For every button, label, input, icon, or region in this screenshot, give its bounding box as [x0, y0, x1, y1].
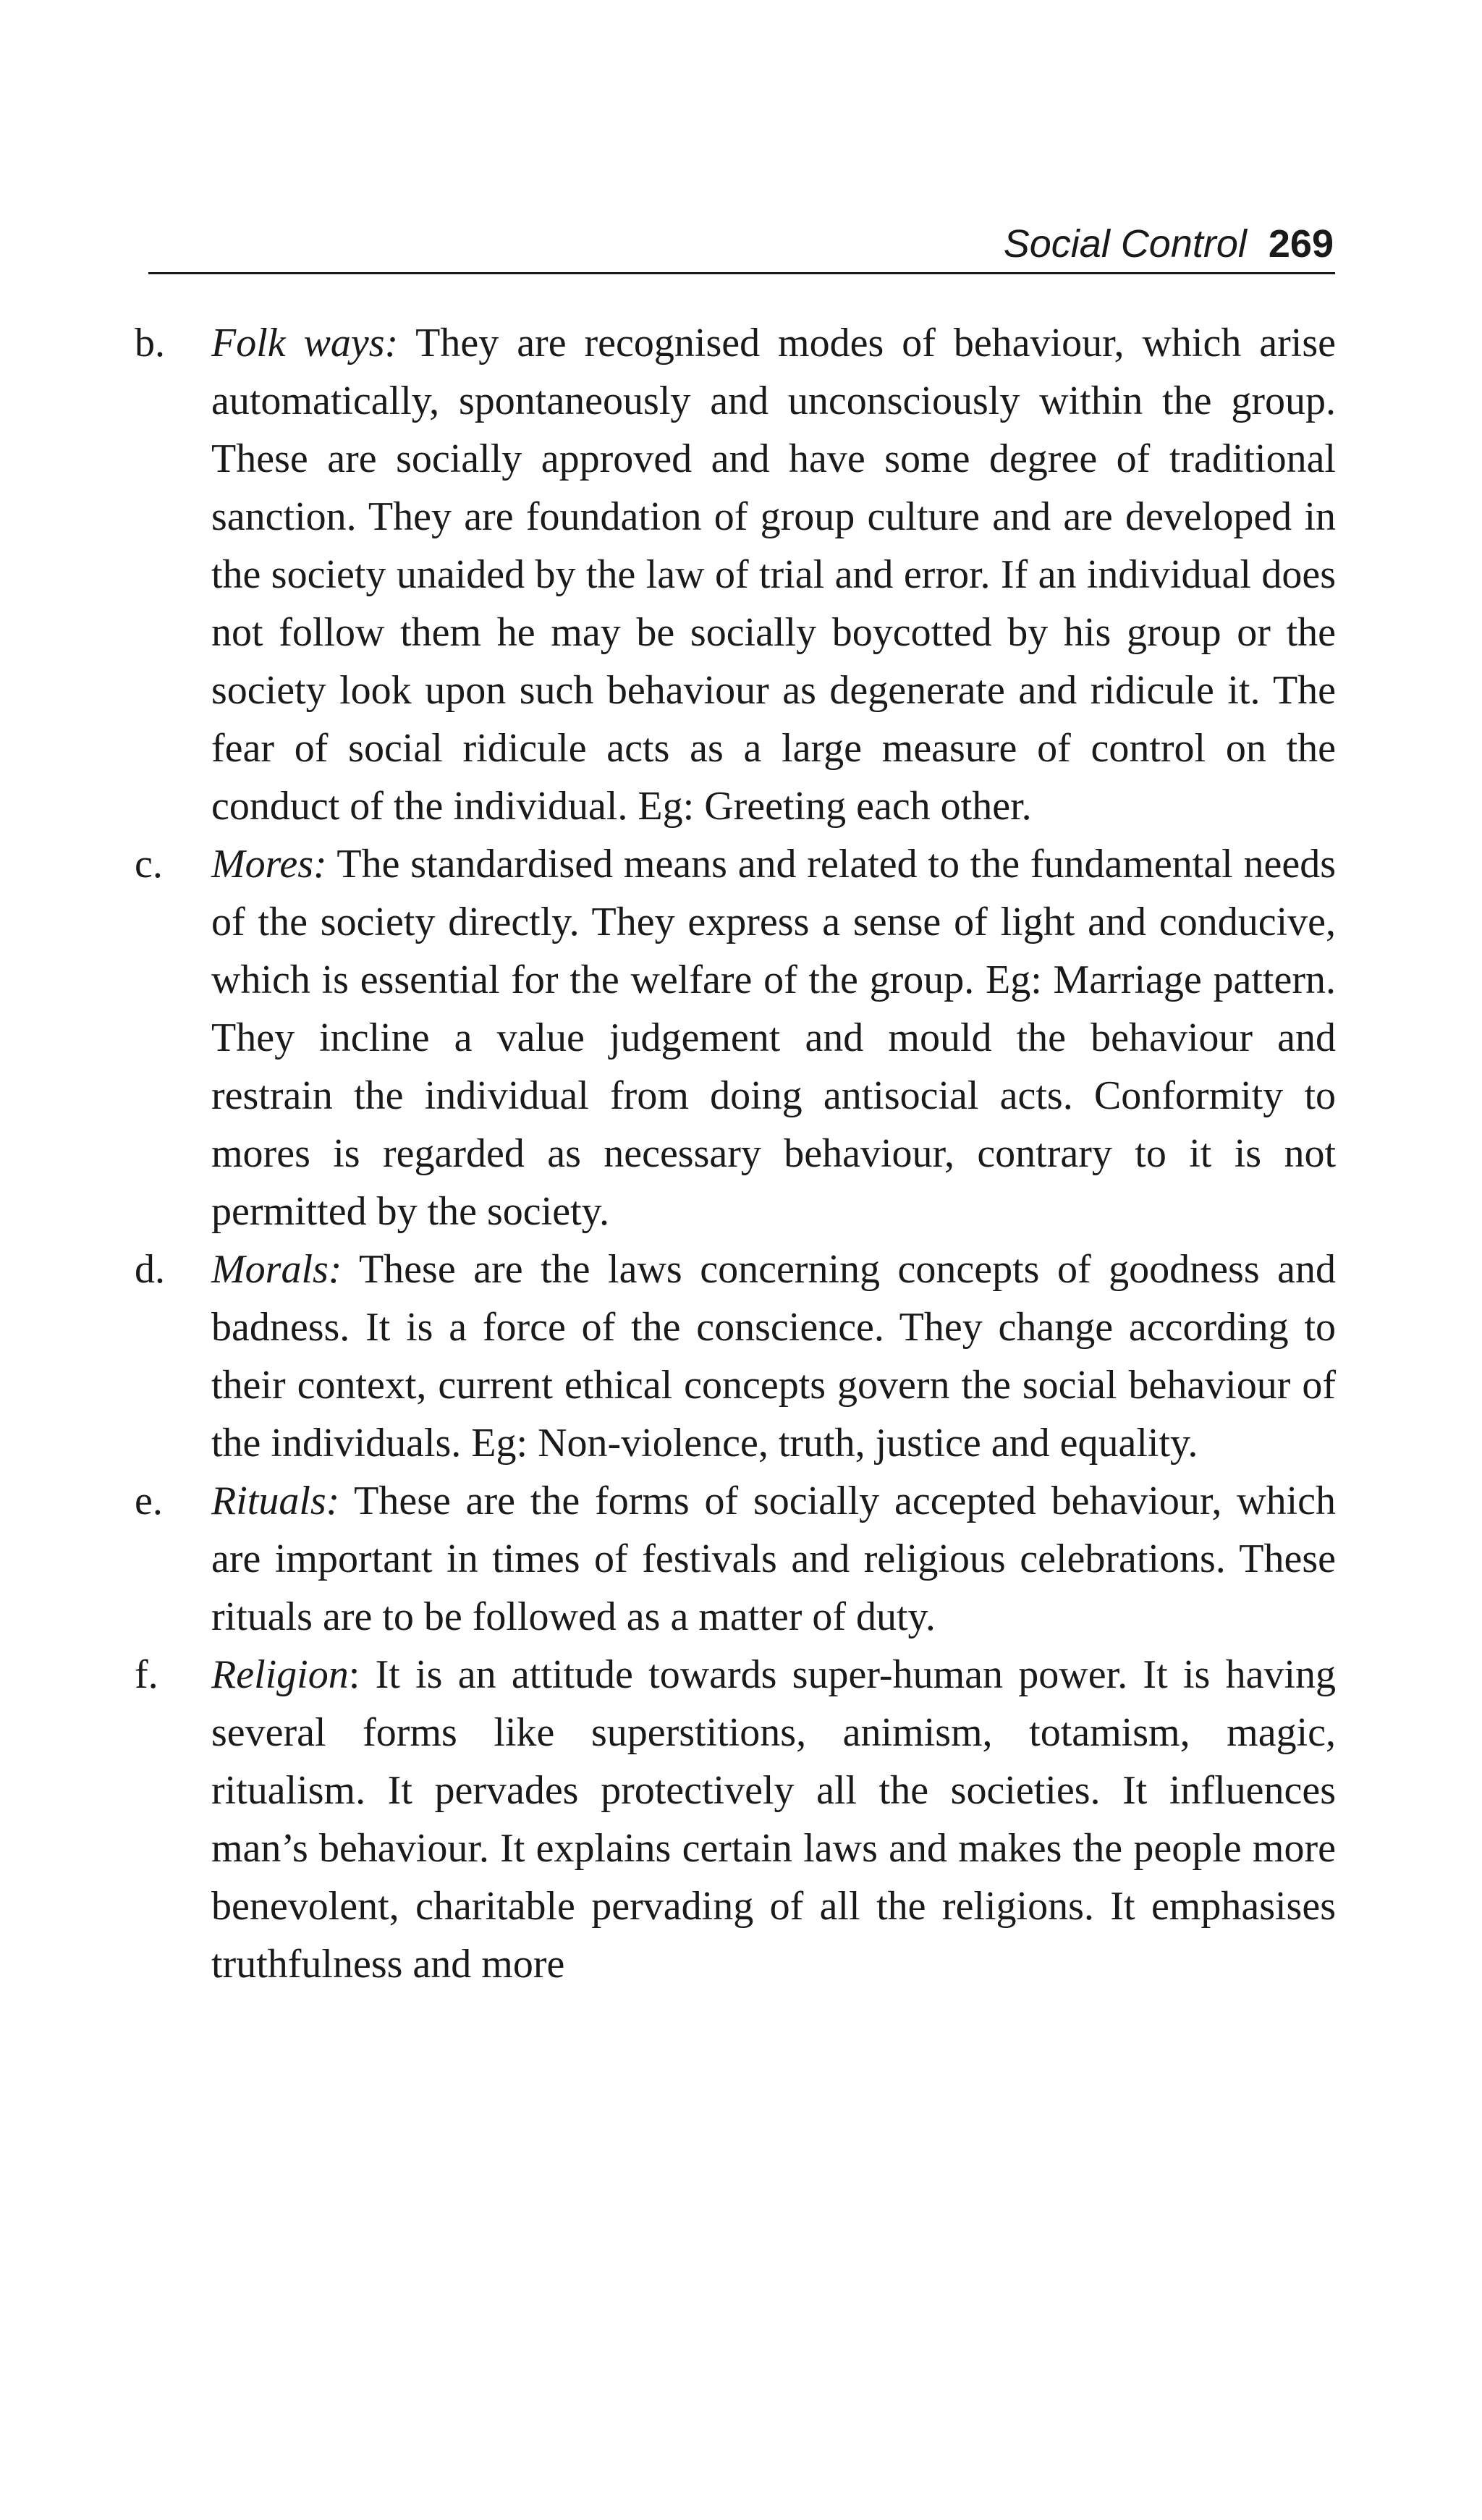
running-title: Social Control [1003, 222, 1247, 266]
item-term: Mores: [211, 842, 327, 887]
list-item-body [211, 1240, 1336, 1472]
list-marker: b. [135, 321, 165, 365]
list-marker: d. [135, 1247, 165, 1292]
list-item-mores [135, 835, 1336, 1240]
item-text: These are the laws concerning concepts of goodness and badness. It is a force of the conscience. They change according to their context, current ethical concepts govern the social behaviour of the individuals. Eg: Non-violence, truth, justice and equality. [211, 1247, 1336, 1466]
running-head [148, 214, 1335, 274]
list-item-religion [135, 1646, 1336, 1993]
item-text: The standardised means and related to the fundamental needs of the society directly. They express a sense of light and conducive, which is essential for the welfare of the group. Eg: Marriage pattern. They incline a value judgement and mould the behaviour and restrain the individual from doing antisocial acts. Conformity to mores is regarded as necessary behaviour, contrary to it is not permitted by the society. [211, 842, 1336, 1234]
running-head-text [1003, 222, 1334, 266]
item-text: : It is an attitude towards super-human power. It is having several forms like superstitions, animism, totamism, magic, ritualism. It pervades protectively all the societies. It influences man’s behaviour. It explains certain laws and makes the people more benevolent, charitable pervading of all the religions. It emphasises truthfulness and more [211, 1652, 1336, 1987]
item-text: They are recognised modes of behaviour, which arise automatically, spontaneously and unconsciously within the group. These are socially approved and have some degree of traditional sanction. They are foundation of group culture and are developed in the society unaided by the law of trial and error. If an individual does not follow them he may be socially boycotted by his group or the society look upon such behaviour as degenerate and ridicule it. The fear of social ridicule acts as a large measure of control on the conduct of the individual. Eg: Greeting each other. [211, 321, 1336, 829]
page-number: 269 [1268, 222, 1334, 266]
item-term: Religion [211, 1652, 349, 1697]
list-item-body [211, 314, 1336, 835]
list-marker: e. [135, 1479, 163, 1523]
list-item-body [211, 1472, 1336, 1646]
list-marker: c. [135, 842, 163, 887]
item-term: Folk ways: [211, 321, 399, 365]
list-marker: f. [135, 1652, 158, 1697]
list-item-folk-ways [135, 314, 1336, 835]
list-item-rituals [135, 1472, 1336, 1646]
item-term: Morals: [211, 1247, 342, 1292]
page-body [135, 314, 1336, 1993]
list-item-body [211, 835, 1336, 1240]
item-text: These are the forms of socially accepted behaviour, which are important in times of festivals and religious celebrations. These rituals are to be followed as a matter of duty. [211, 1479, 1336, 1639]
list-item-morals [135, 1240, 1336, 1472]
list-item-body [211, 1646, 1336, 1993]
item-term: Rituals: [211, 1479, 340, 1523]
